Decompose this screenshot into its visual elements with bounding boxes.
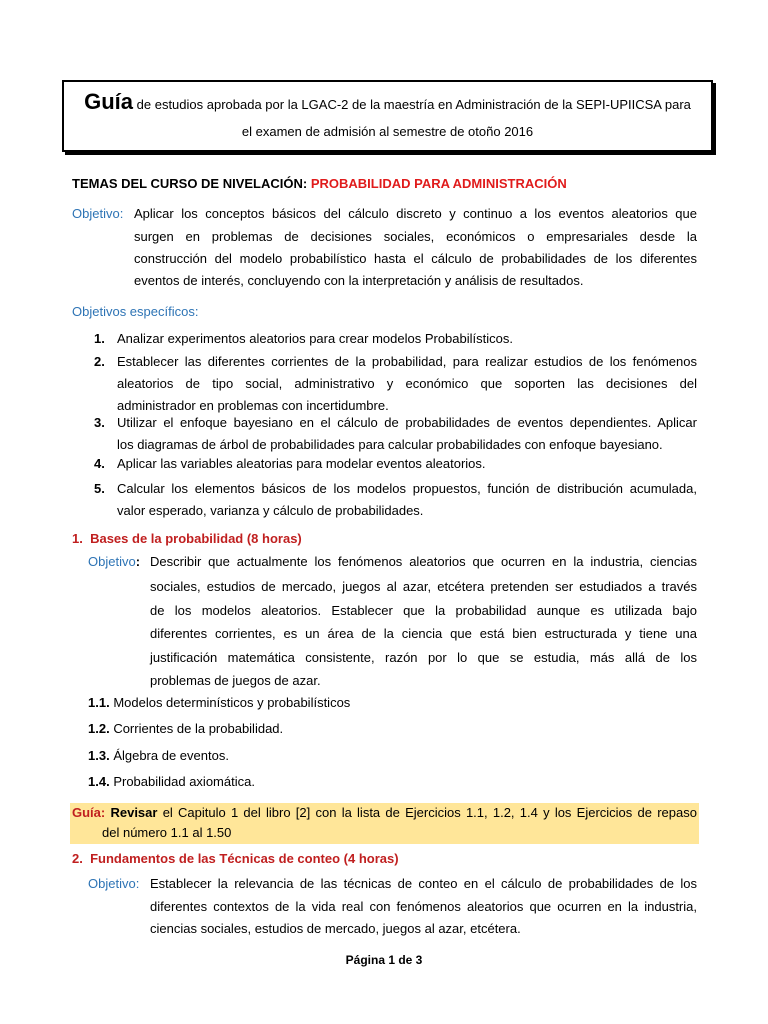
list-item: 1. Analizar experimentos aleatorios para crear modelos Probabilísticos. bbox=[94, 331, 513, 346]
objective-line-4: eventos de interés, concluyendo con la interpretación y análisis de resultados. bbox=[134, 273, 584, 288]
section-2-objective-line-1: Establecer la relevancia de las técnicas de conteo en el cálculo de probabilidades de los bbox=[150, 876, 697, 891]
objective-line-1: Aplicar los conceptos básicos del cálculo discreto y continuo a los eventos aleatorios que bbox=[134, 206, 697, 221]
list-item: 2. Establecer las diferentes corrientes de la probabilidad, para realizar estudios de los fenómenos aleatorios de tipo social, administrativo y económico que soporten las decisiones del administrador en problemas con incertidumbre. bbox=[94, 354, 697, 413]
study-guide-text: Guía: Revisar el Capitulo 1 del libro [2] con la lista de Ejercicios 1.1, 1.2, 1.4 y los Ejercicios de repaso del número 1.1 al 1.50 bbox=[72, 805, 697, 840]
topic-value: PROBABILIDAD PARA ADMINISTRACIÓN bbox=[310, 176, 567, 191]
guia-word: Guía bbox=[84, 89, 134, 114]
section-1-heading bbox=[72, 528, 302, 550]
section-2-objective-body: diferentes contextos de la vida real con fenómenos aleatorios que ocurren en la industria, ciencias sociales, estudios de mercado, juegos al azar, etcétera. bbox=[150, 899, 697, 936]
section-2-title: Fundamentos de las Técnicas de conteo (4 horas) bbox=[90, 851, 399, 866]
objective-line-3: construcción del modelo probabilístico hasta el cálculo de probabilidades de los diferentes bbox=[134, 251, 697, 266]
objective-label: Objetivo: bbox=[72, 206, 124, 221]
section-1-number: 1. bbox=[72, 531, 83, 546]
section-2-heading bbox=[72, 848, 399, 870]
subtopic-1-2: 1.2. Corrientes de la probabilidad. bbox=[88, 721, 284, 736]
section-1-objective-line-1: Describir que actualmente los fenómenos aleatorios que ocurren en la industria, ciencias bbox=[150, 554, 697, 569]
objective-line-2: surgen en problemas de decisiones sociales, económicos o empresariales desde la bbox=[134, 229, 697, 244]
section-1-objective-body: sociales, estudios de mercado, juegos al azar, etcétera pretenden ser estudiados a través de los modelos aleatorios. Establecer que la probabilidad aunque es utilizada bajo diferentes corrientes, es un área de la ciencia que está bien estructurada y tiene una justificación matemática consistente, razón por lo que se estudia, más allá de los problemas de juegos de azar. bbox=[150, 579, 697, 688]
section-1-title: Bases de la probabilidad (8 horas) bbox=[90, 531, 302, 546]
subtopic-1-1: 1.1. Modelos determinísticos y probabilísticos bbox=[88, 695, 351, 710]
list-item: 5. Calcular los elementos básicos de los modelos propuestos, función de distribución acumulada, valor esperado, varianza y cálculo de probabilidades. bbox=[94, 481, 697, 518]
title-line-2: el examen de admisión al semestre de otoño 2016 bbox=[241, 124, 534, 139]
topic-label: TEMAS DEL CURSO DE NIVELACIÓN: bbox=[72, 176, 308, 191]
guia-label: Guía: bbox=[72, 805, 106, 820]
title-line-1 bbox=[64, 89, 711, 115]
section-1-objective-label: Objetivo: bbox=[88, 554, 141, 569]
page-number: Página 1 de 3 bbox=[345, 953, 423, 967]
objective-body bbox=[134, 226, 697, 292]
subtopic-1-3: 1.3. Álgebra de eventos. bbox=[88, 748, 229, 763]
title-box bbox=[62, 80, 713, 152]
list-item: 4. Aplicar las variables aleatorias para modelar eventos aleatorios. bbox=[94, 456, 486, 471]
course-topic bbox=[72, 173, 567, 195]
section-2-number: 2. bbox=[72, 851, 83, 866]
list-item: 3. Utilizar el enfoque bayesiano en el cálculo de probabilidades de eventos dependientes. Aplicar los diagramas de árbol de probabilidades para calcular probabilidades con enfoque bayesiano. bbox=[94, 415, 697, 452]
title-text: de estudios aprobada por la LGAC-2 de la maestría en Administración de la SEPI-UPIICSA para bbox=[136, 97, 691, 112]
specific-objectives-label: Objetivos específicos: bbox=[72, 304, 199, 319]
revisar-label: Revisar bbox=[110, 805, 158, 820]
section-2-objective-label: Objetivo: bbox=[88, 876, 140, 891]
subtopic-1-4: 1.4. Probabilidad axiomática. bbox=[88, 774, 255, 789]
